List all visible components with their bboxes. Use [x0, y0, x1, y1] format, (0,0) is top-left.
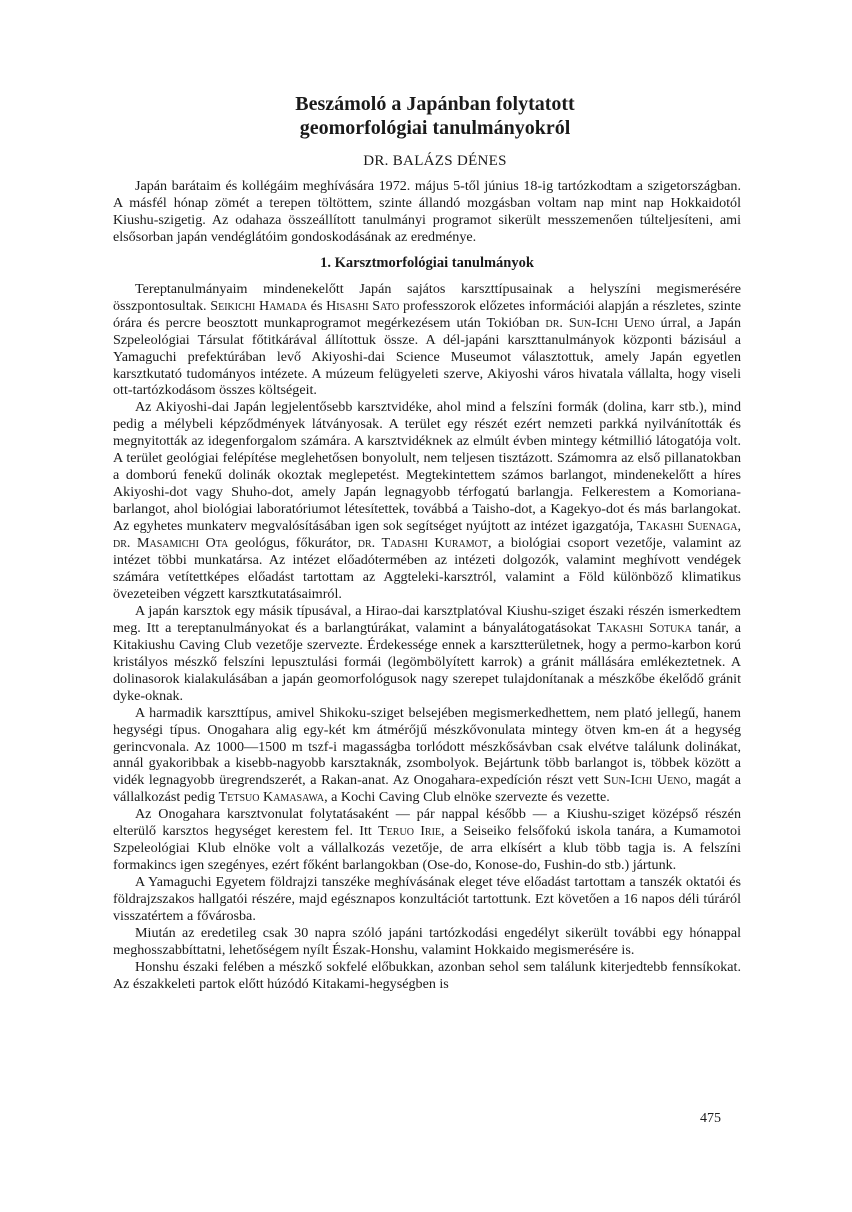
- paragraph: Az Akiyoshi-dai Japán legjelentősebb karsztvidéke, ahol mind a felszíni formák (dolina, karr stb.), mind pedig a mélybeli képződmények látványosak. A terület egy részét ezért nemzeti parkká nyilvánították és megnyitották az idegenforgalom számára. A karsztvidéknek az elmúlt évben mintegy kétmillió látogatója volt. A terület geológiai felépítése meglehetősen bonyolult, nem teljesen tisztázott. Számomra az első pillanatokban a domború fenekű dolinák okoztak meglepetést. Megtekintettem számos barlangot, mindenekelőtt a híres Akiyoshi-dot vagy Shuho-dot, amely Japán legnagyobb térfogatú barlangja. Felkerestem a Komoriana-barlangot, ahol biológiai laboratóriumot létesítettek, továbbá a Taisho-dot, a Kagekyo-dot és más barlangokat. Az egyhetes munkaterv megvalósításában igen sok segítséget nyújtott az intézet igazgatója, Takashi Suenaga, dr. Masamichi Ota geológus, főkurátor, dr. Tadashi Kuramot, a biológiai csoport vezetője, valamint az intézet többi munkatársa. Az intézet előadótermében az intézeti dolgozók, valamint meghívott vendégek számára vetítettképes előadást tartottam az Aggteleki-karsztról, valamint a Föld különböző klimatikus övezeteiben végzett karsztkutatásaimról.: [113, 399, 742, 602]
- article-title: [140, 92, 730, 140]
- paragraph: Honshu északi felében a mészkő sokfelé előbukkan, azonban sehol sem találunk kiterjedtebb fennsíkokat. Az északkeleti partok előtt húzódó Kitakami-hegységben is: [113, 958, 741, 992]
- person-name: dr. Tadashi Kuramot: [357, 535, 488, 552]
- paragraph: A harmadik karszttípus, amivel Shikoku-sziget belsejében megismerkedhettem, nem plató jellegű, hanem hegységi típus. Onogahara alig egy-két km átmérőjű mészkővonulata mintegy ötven km-en át a hegység gerincvonala. Az 1000—1500 m tszf-i magasságba torlódott mészkősávban csak elvétve találunk dolinákat, annál gyakoribbak a kisebb-nagyobb karsztaknák, zsombolyok. Bejártunk több barlangot is, többek között a vidék legnagyobb üregrendszerét, a Rakan-anat. Az Onogahara-expedíción részt vett Sun-Ichi Ueno, magát a vállalkozást pedig Tetsuo Kamasawa, a Kochi Caving Club elnöke szervezte és vezette.: [113, 704, 741, 806]
- paragraph: Tereptanulmányaim mindenekelőtt Japán sajátos karszttípusainak a helyszíni megismerésére összpontosultak. Seikichi Hamada és Hisashi Sato professzorok előzetes információi alapján a részletes, szinte órára és percre beosztott munkaprogramot megérkezésem után Tokióban dr. Sun-Ichi Ueno úrral, a Japán Szpeleológiai Társulat főtitkárával állítottuk össze. A dél-japáni karszttanulmányok központi bázisául a Yamaguchi prefektúrában levő Akiyoshi-dai Science Museumot választottuk, amely Japán egyetlen karsztkutató tudományos intézete. A múzeum felügyeleti szerve, Akiyoshi város hivatala vállalta, hogy viseli ott-tartózkodásom összes költségeit.: [113, 280, 742, 399]
- paragraph: Az Onogahara karsztvonulat folytatásaként — pár nappal később — a Kiushu-sziget középső részén elterülő karsztos hegységet kerestem fel. Itt Teruo Irie, a Seiseiko felsőfokú iskola tanára, a Kumamotoi Szpeleológiai Klub elnöke volt a vállalkozás vezetője, de arra elkísért a klub több tagja is. A felszíni formakincs igen szegényes, ezért főként barlangokban (Ose-do, Konose-do, Fushin-do stb.) jártunk.: [113, 806, 741, 874]
- person-name: Sun-Ichi Ueno: [603, 772, 688, 789]
- page-number: 475: [700, 1111, 721, 1126]
- person-name: dr. Sun-Ichi Ueno: [545, 314, 655, 331]
- title-line-2: geomorfológiai tanulmányokról: [299, 117, 571, 139]
- intro-paragraph: Japán barátaim és kollégáim meghívására 1972. május 5-től június 18-ig tartózkodtam a szigetországban. A másfél hónap zömét a terepen töltöttem, szinte állandó mozgásban voltam nap mint nap Hokkaidotól Kiushu-szigetig. Az odahaza összeállított tanulmányi programot sikerült messzemenően túlteljesíteni, ami elsősorban japán vendéglátóim gondoskodásának az eredménye.: [113, 178, 741, 245]
- article-body: [113, 178, 741, 993]
- person-name: dr. Masamichi Ota: [113, 535, 229, 552]
- person-name: Seikichi Hamada: [210, 297, 307, 314]
- paragraph: Miután az eredetileg csak 30 napra szóló japáni tartózkodási engedélyt sikerült további egy hónappal meghosszabbíttatni, lehetőségem nyílt Észak-Honshu, valamint Hokkaido megismerésére is.: [113, 924, 741, 958]
- person-name: Tetsuo Kamasawa: [218, 789, 325, 806]
- title-line-1: Beszámoló a Japánban folytatott: [295, 93, 575, 115]
- person-name: Takashi Sotuka: [596, 619, 692, 636]
- person-name: Teruo Irie: [378, 823, 442, 840]
- author-name: DR. BALÁZS DÉNES: [363, 153, 507, 169]
- section-heading: 1. Karsztmorfológiai tanulmányok: [320, 254, 534, 271]
- paragraph: A japán karsztok egy másik típusával, a Hirao-dai karsztplatóval Kiushu-sziget északi részén ismerkedtem meg. Itt a tereptanulmányokat és a barlangtúrákat, valamint a bányalátogatásokat Takashi Sotuka tanár, a Kitakiushu Caving Club vezetője szervezte. Érdekessége ennek a karsztterületnek, hogy a permo-karbon korú kristályos mészkő felszíni lepusztulási formái (legömbölyített karrok) a gránit mállására emlékeztetnek. A dolinasorok kialakulásában a japán geomorfológusok nagy szerepet tulajdonítanak a mészkőbe ékelődő gránit dyke-oknak.: [113, 602, 741, 704]
- paragraph: A Yamaguchi Egyetem földrajzi tanszéke meghívásának eleget téve előadást tartottam a tanszék oktatói és földrajzszakos hallgatói részére, majd egésznapos konzultációt tartottunk. Ezt követően a 16 napos déli túráról visszatértem a fővárosba.: [113, 874, 741, 925]
- person-name: Takashi Suenaga: [637, 518, 738, 535]
- person-name: Hisashi Sato: [326, 297, 400, 314]
